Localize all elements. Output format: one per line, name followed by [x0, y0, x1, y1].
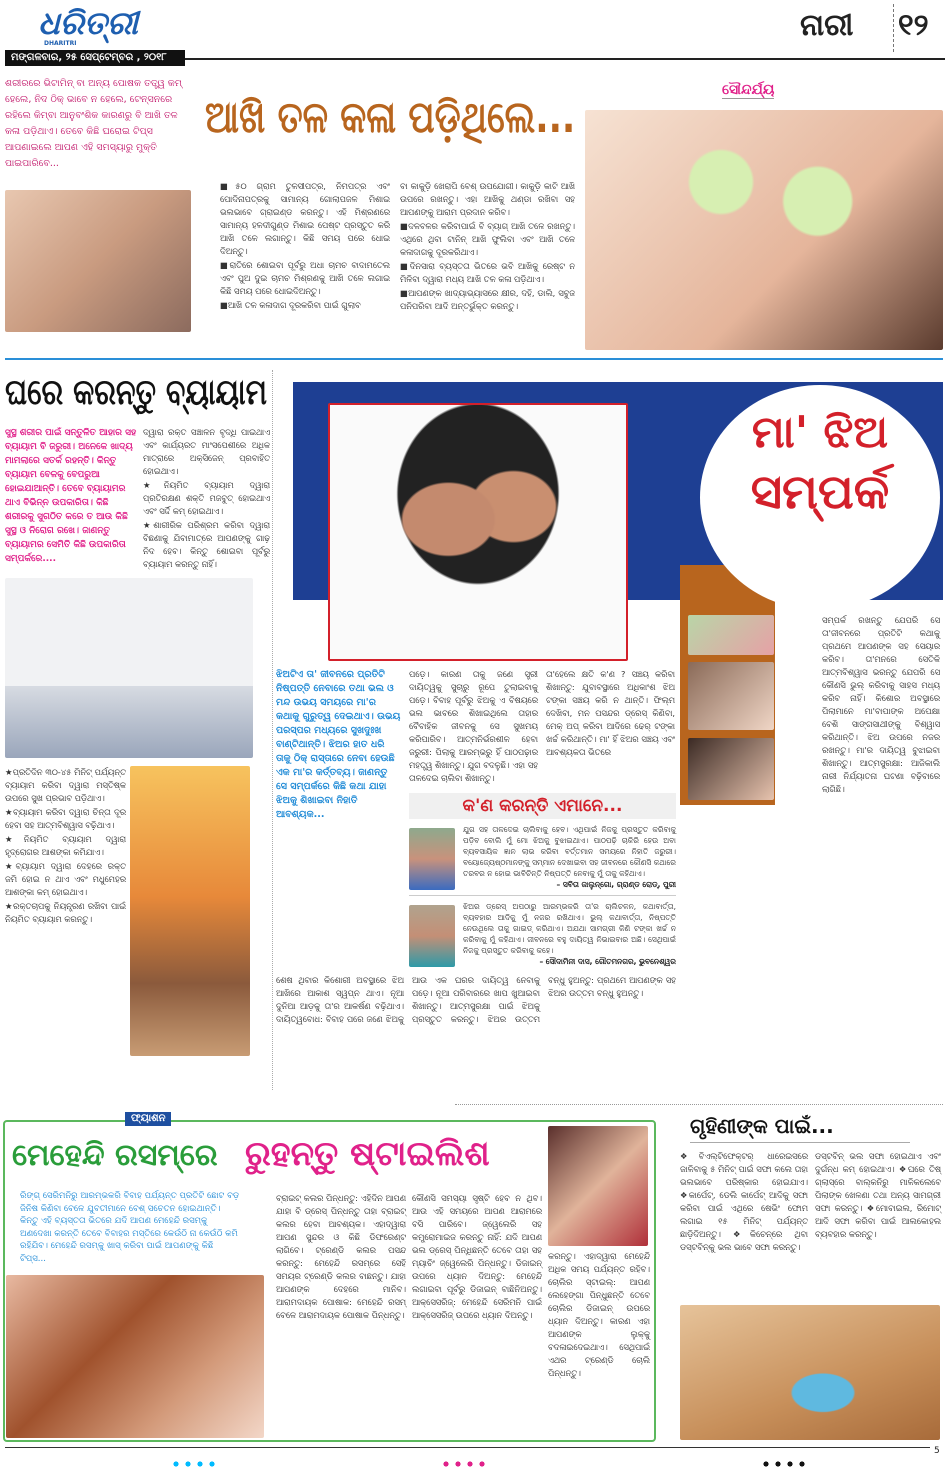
relationship-columns	[409, 668, 676, 785]
fashion-tag: ଫ୍ୟାଶନ	[125, 1112, 171, 1126]
yoga-photo	[5, 578, 253, 758]
color-mark	[440, 1460, 490, 1468]
page-number-odia: ୧୨	[898, 8, 929, 43]
box-title	[409, 793, 676, 819]
fashion-col-2: କୌଣସି ସମସ୍ୟା ସୃଷ୍ଟି ହେବ ନ ଥିବ। ଆଉ ଏହି ସମୟରେ ଆପଣ ଆରାମରେ ବସି ପାରିବେ। ଜ୍ୱେଲେରି ସହ କମ୍ପ୍ରୋମାଇଜ କରନ୍ତୁ ନାହିଁ: ଯଦି ଆପଣ ଭଲ ଡ୍ରେସ୍ ପିନ୍ଧିଛନ୍ତି ତେବେ ତାହା ସହ ମ୍ୟାଚିଂ ଜ୍ୱେଲେରି ପିନ୍ଧନ୍ତୁ। ଡିଜାଇନ୍ ଉପରେ ଧ୍ୟାନ ଦିଅନ୍ତୁ: ମେହେନ୍ଦି ଲଗାଇବା ପୂର୍ବରୁ ଡିଜାଇନ୍ ବାଛିନିଅନ୍ତୁ। ଆକ୍ସେସରିଜ୍: ମେହେନ୍ଦି ସେରିମନି ପାଇଁ ଆକ୍ସେସରିଜ୍ ଉପରେ ଧ୍ୟାନ ଦିଅନ୍ତୁ।	[412, 1193, 542, 1320]
avatar	[409, 905, 455, 967]
fashion-col-3: କରନ୍ତୁ। ଏହାଦ୍ୱାରା ମେହେନ୍ଦି ଅଧିକ ସମୟ ପର୍ଯ୍ୟନ୍ତ ରହିବ। ଚୋଲିର ସ୍ଟାଇଲ୍: ଆପଣ ଲେହେଙ୍ଗା ପିନ୍ଧୁଛନ୍ତି ତେବେ ଚୋଲିର ଡିଜାଇନ୍ ଉପରେ ଧ୍ୟାନ ଦିଅନ୍ତୁ। କାରଣ ଏହା ଆପଣଙ୍କ ଲୁକ୍‌କୁ ବଦଳାଇଦେଇଥାଏ। ସେଥିପାଇଁ ଏଥର ଟ୍ରେଣ୍ଡି ଚୋଲି ପିନ୍ଧନ୍ତୁ।	[548, 1251, 650, 1378]
exercise-headline: ଘରେ କରନ୍ତୁ ବ୍ୟାୟାମ	[5, 372, 267, 413]
tip: ■ଦିନସାରା ବ୍ୟସ୍ତତା ଭିତରେ ଭବି ଆଖିକୁ ରେଷ୍ଟ ନ ମିଳିବା ଦ୍ୱାରା ମଧ୍ୟ ଆଖି ତଳ କଳା ପଡ଼ିଥାଏ।	[400, 261, 575, 284]
tip: ■ଆପଣଙ୍କ ଖାଦ୍ୟାଭ୍ୟାସରେ କ୍ଷୀର, ଦହି, ଡାଲି, ସବୁଜ ପନିପରିବା ଆଦି ଅନ୍ତର୍ଭୁକ୍ତ କରନ୍ତୁ।	[400, 288, 575, 311]
box-title-text: କ'ଣ କରନ୍ତି ଏମାନେ...	[462, 796, 623, 816]
exercise-section	[5, 372, 270, 1056]
homemaker-headline: ଗୃହିଣୀଙ୍କ ପାଇଁ...	[690, 1114, 834, 1138]
fashion-intro: ରିଙ୍ଗ୍ ସେରିମନିରୁ ଆରମ୍ଭକରି ବିବାହ ପର୍ଯ୍ୟନ୍ତ ପ୍ରତିଟି ଛୋଟ ବଡ଼ ଜିନିଷ କିଣିବା ବେଳେ ଯୁବତୀମାନେ ବେଶ୍ ସଚେତନ ହୋଇଥାନ୍ତି। କିନ୍ତୁ ଏହି ବ୍ୟସ୍ତତା ଭିତରେ ଯଦି ଆପଣ ମେହେନ୍ଦି ରସମ୍‌କୁ ଅଣଦେଖା କରନ୍ତି ତେବେ ବିବାହର ମସ୍ତିରେ କେଉଁଠି ନା କେଉଁଠି କମି ରହିଯିବ। ମେହେନ୍ଦି ରସମ୍‌କୁ ଖାସ୍ କରିବା ପାଇଁ ଆପଣଙ୍କୁ କିଛି ଟିପ୍ସ...	[20, 1191, 240, 1264]
fashion-headline-green: ମେହେନ୍ଦି ରସମ୍‌ରେ	[12, 1138, 218, 1173]
relationship-intro: ଝିଅଟିଏ ତା' ଜୀବନରେ ପ୍ରତିଟି ନିଷ୍ପତ୍ତି ନେବାରେ ତଥା ଭଲ ଓ ମନ୍ଦ ଉଭୟ ସମୟରେ ମା'ର କଥାକୁ ଗୁରୁତ୍ୱ ଦେଇଥାଏ। ଉଭୟ ପରସ୍ପର ମଧ୍ୟରେ ସୁଖଦୁଃଖ ବାଣ୍ଟିଥାନ୍ତି। ଝିଅର ହାତ ଧରି ତାକୁ ଠିକ୍ ରାସ୍ତାରେ ନେବା ହେଉଛି ଏକ ମା'ର କର୍ତ୍ତବ୍ୟ। ଜାଣନ୍ତୁ ସେ ସମ୍ପର୍କରେ କିଛି କଥା ଯାହା ଝିଅକୁ ଶିଖାଇବା ନିହାତି ଆବଶ୍ୟକ...	[276, 669, 401, 820]
masthead	[0, 0, 945, 68]
relationship-right-col: ସମ୍ପର୍କ ରଖନ୍ତୁ ଯେପରି ସେ ତା'ଜୀବନରେ ପ୍ରତିଟି କଥାକୁ ପ୍ରଥମେ ଆପଣଙ୍କ ସହ ସେୟାର କରିବ। ତା'ମନରେ ସେତିକି ଆତ୍ମବିଶ୍ୱାସ ଭରନ୍ତୁ ଯେପରି ସେ କୌଣସି ଭୁଲ୍ କରିବାକୁ ସାହସ ମଧ୍ୟ କରିବ ନାହିଁ। କିଶୋର ଅବସ୍ଥାରେ ପିଲାମାନେ ମା'ବାପାଙ୍କ ଅପେକ୍ଷା ବେଶି ସାଙ୍ଗସାଥୀଙ୍କୁ ବିଶ୍ୱାସ କରିଥାନ୍ତି। ଝିଅ ଉପରେ ନଜର ରଖନ୍ତୁ। ମା'ର ଦାୟିତ୍ୱ ବୁଝାଇବା ଶିଖାନ୍ତୁ। ଆତ୍ମସୁରକ୍ଷା: ଆଜିକାଲି ନାରୀ ନିର୍ଯ୍ୟାତନା ଘଟଣା ବଢ଼ିବାରେ ଲାଗିଛି।	[822, 615, 940, 794]
quote-byline: – ସୌଦାମିନୀ ଦାସ, ଗୌତମନଗର, ଭୁବନେଶ୍ୱର	[539, 957, 676, 966]
exercise-col-1	[143, 426, 270, 572]
quote-text: ଯୁଗ ସହ ତାଳଦେଇ ଚାଲିବାକୁ ହେବ। ଏଥିପାଇଁ ନିଜକୁ ପ୍ରସ୍ତୁତ କରିବାକୁ ପଡ଼ିବ ବୋଲି ମୁଁ ମୋ ଝିଅକୁ ବୁଝାଇଥାଏ। ପାଠପଢ଼ି ଚାକିରି ହେଉ ଅବା ବ୍ୟବସାୟିକ ଜ୍ଞାନ ଲାଭ କରିବା ବର୍ତ୍ତମାନ ସମୟରେ ନିହାତି ଜରୁରୀ। ବୟୋଜ୍ୟେଷ୍ଠମାନଙ୍କୁ ସମ୍ମାନ ଦେଖାଇବା ସହ ଜୀବନରେ କୌଣସି କଥାରେ ତରବର ନ ହୋଇ ଭାବିଚିନ୍ତି ନିଷ୍ପତ୍ତି ନେବାକୁ ମୁଁ ତାକୁ କହିଥାଏ।	[463, 825, 676, 878]
relationship-top-row	[276, 668, 676, 968]
mother-child-photo-3	[688, 738, 774, 800]
logo: ଧରିତ୍ରୀ	[38, 4, 138, 42]
mop-photo	[680, 1305, 940, 1440]
fashion-headline-pink: ରୁହନ୍ତୁ ଷ୍ଟାଇଲିଶ	[245, 1134, 490, 1174]
quote-text: ଝିଅର ଡ୍ରେସ୍ ଅପଠାରୁ ଆରମ୍ଭକରି ତା'ର ଚାଲିଚଳନ, କଥାବାର୍ତ୍ତା, ବ୍ୟବହାର ଆଦିକୁ ମୁଁ ନଜର ରଖିଥାଏ। ଭୁଲ୍ କଥାବାର୍ତ୍ତା, ନିଷ୍ପତ୍ତି ନେଉଥିଲେ ତାକୁ ଗାଇଡ୍ କରିଥାଏ। ଅଯଥା ସାମଗ୍ରୀ କିଣି ଟଙ୍କା ଖର୍ଚ୍ଚ ନ କରିବାକୁ ମୁଁ କହିଥାଏ। ଜୀବନରେ ବହୁ ଦାୟିତ୍ୱ ନିଭାଇବାର ଅଛି। ସେଥିପାଇଁ ନିଜକୁ ପ୍ରସ୍ତୁତ କରିବାକୁ କହେ।	[463, 902, 676, 955]
eye-mask-photo	[5, 190, 191, 332]
mother-daughter-photo	[328, 403, 628, 661]
tip: ■ଦଳବଳର କରିବାପାଇଁ ବି ବ୍ୟାଗ୍ ଆଖି ତଳେ ରଖନ୍ତୁ। ଏଥିରେ ଥିବା ଟାନିନ୍ ଆଖି ଫୁଲିବା ଏବଂ ଆଖି ତଳେ କଳାଦାଗକୁ ଦୂରକରିଥାଏ।	[400, 221, 575, 257]
relationship-col-1: ପଡ଼େ। କାରଣ ତାକୁ ଜଣେ ସ୍ତ୍ରୀ ଦାୟିତ୍ୱକୁ ସୁଚାରୁ ରୂପେ ତୁଲାଇବାକୁ ପଡ଼େ। ବିବାହ ପୂର୍ବରୁ ଝିଅକୁ ଏ ବିଷୟରେ ଭଲ ଭାବରେ ଶିଖାଇଥିଲେ ତାହାର ବୈବାହିକ ଜୀବନକୁ ସେ ସୁଖମୟ କରିପାରିବ। ଆତ୍ମନିର୍ଭରଶୀଳ ହେବା ଜରୁରୀ: ପିଲାକୁ ଆରମ୍ଭରୁ ହିଁ ପାଠପଢ଼ାର ମହତ୍ତ୍ୱ ଶିଖାନ୍ତୁ। ଯୁଗ ବଦଳୁଛି। ଏହା ସହ ତାଳଦେଇ ଚାଲିବା ଶିଖାନ୍ତୁ।	[409, 669, 538, 783]
homemaker-col-2: ଡସ୍ଟବିନ୍ ଭଲ ସଫା ହୋଇଥାଏ ଏବଂ ଦୁର୍ଗନ୍ଧ କମ୍ ହୋଇଥାଏ। ❖ଘରେ ତିଷ୍ ଗ୍ଲାସ୍‌ରେ ବାଲ୍‌କନିରୁ ମାଳିକଲେବେ ପିଲାଙ୍କ ଖେଳଣା ତଥା ଅନ୍ୟ ସାମଗ୍ରୀ ସଫା କରନ୍ତୁ। ❖ମୋବାଇଲ, ରିମୋଟ୍ ଆଦି ସଫା କରିବା ପାଇଁ ଆଲକୋହଲ ବ୍ୟବହାର କରନ୍ତୁ।	[815, 1151, 941, 1239]
mother-child-photo-2	[688, 662, 774, 730]
divider	[893, 4, 894, 52]
homemaker-header	[690, 1114, 910, 1143]
section-divider	[5, 358, 943, 360]
mother-child-photo-1	[688, 615, 774, 655]
point: ★ନିୟମିତ ବ୍ୟାୟାମ ଦ୍ୱାରା ହୃଦ୍‌ରୋଗର ଆଶଙ୍କା କମିଯାଏ।	[5, 834, 126, 857]
point: ★ପ୍ରତିଦିନ ୩୦-୪୫ ମିନିଟ୍ ପର୍ଯ୍ୟନ୍ତ ବ୍ୟାୟାମ କରିବା ଦ୍ୱାରା ମସ୍ତିଷ୍କ ଉପରେ ସୁଖ ପ୍ରଭାବ ପଡ଼ିଥାଏ।	[5, 767, 126, 803]
cucumber-face-photo	[585, 110, 943, 350]
exercise-bottom-row	[5, 766, 270, 1056]
print-marks	[0, 1458, 920, 1470]
fashion-col-1: ବ୍ରାଇଟ୍ କଲର ପିନ୍ଧନ୍ତୁ: ଏହିଦିନ ଆପଣ ଯାହା ବି ଡ୍ରେସ୍ ପିନ୍ଧନ୍ତୁ ତାହା ବ୍ରାଇଟ୍ କଲର ହେବା ଆବଶ୍ୟକ। ଏହାଦ୍ୱାରା ଆପଣ ସୁନ୍ଦର ଓ କିଛି ଡିଫରେଣ୍ଟ ଲାଗିବେ। ଟ୍ରେଣ୍ଡି କଲର ପସନ୍ଦ କରନ୍ତୁ: ମେହେନ୍ଦି ରସମ୍‌ରେ ସେହି ସମୟର ଟ୍ରେଣ୍ଡି କଲର ବାଛନ୍ତୁ। ଯାହା ଆପଣଙ୍କ ଦେହରେ ମାନିବ। ଆରାମଦାୟକ ପୋଷାକ: ମେହେନ୍ଦି ରସମ୍ ବେଳେ ଆରାମଦାୟକ ପୋଷାକ ପିନ୍ଧନ୍ତୁ।	[276, 1193, 406, 1320]
color-mark	[760, 1460, 810, 1468]
quote-1	[409, 824, 676, 896]
headline-badge	[700, 385, 940, 610]
logo-english: DHARITRI	[44, 40, 77, 47]
rule	[185, 58, 945, 60]
tip: ■୫୦ ଗ୍ରାମ ତୁଳସୀପତ୍ର, ନିମପତ୍ର ଏବଂ ପୋଦିନାପତ୍ରକୁ ସାମାନ୍ୟ ଗୋଲାପଜଳ ମିଶାଇ ଭଲଭାବେ ଗ୍ରାଇଣ୍ଡ କରନ୍ତୁ। ଏହି ମିଶ୍ରଣରେ ସାମାନ୍ୟ ହଳଦୀଗୁଣ୍ଡ ମିଶାଇ ପେଷ୍ଟ ପ୍ରସ୍ତୁତ କରି ଆଖି ତଳେ ଲଗାନ୍ତୁ। କିଛି ସମୟ ପରେ ଧୋଇ ଦିଅନ୍ତୁ।	[220, 181, 390, 256]
bride-photo	[548, 1126, 648, 1246]
avatar	[409, 828, 455, 890]
beauty-tag: ସୌନ୍ଦର୍ଯ୍ୟ	[722, 82, 775, 98]
color-mark	[170, 1460, 220, 1468]
beauty-col-2	[400, 180, 575, 314]
section-divider	[455, 1104, 943, 1105]
point: ★ନିୟମିତ ବ୍ୟାୟାମ ଦ୍ୱାରା ପ୍ରତିରକ୍ଷଣ ଶକ୍ତି ମଜବୁତ୍ ହୋଇଥାଏ ଏବଂ ସର୍ଦ୍ଦି କମ୍ ହୋଇଥାଏ।	[143, 480, 270, 516]
relationship-body	[276, 668, 676, 1026]
relationship-bottom-text: ଶେଷ ଥିବାର କିଶୋରୀ ଅବସ୍ଥାରେ ଝିଅ ଆଖିରେ ଆକାଶ ସ୍ୱପ୍ନ ଥାଏ। ନୂଆ ଦୁନିଆ ଆଡ଼କୁ ତା'ର ଆକର୍ଷଣ ବଢ଼ିଥାଏ। ଦାୟିତ୍ୱବୋଧ: ବିବାହ ପରେ ଜଣେ ଝିଅକୁ ଆଉ ଏକ ଘରର ଦାୟିତ୍ୱ ନେବାକୁ ପଡ଼େ। ନୂଆ ପରିବାରରେ ଖାପ ଖୁଆଇବା ଶିଖାନ୍ତୁ। ଆତ୍ମସୁରକ୍ଷା ପାଇଁ ଝିଅକୁ ପ୍ରସ୍ତୁତ କରନ୍ତୁ। ଝିଅର ଉତ୍ତମ ବନ୍ଧୁ ହୁଅନ୍ତୁ: ପ୍ରଥମେ ଆପଣଙ୍କ ସହ ଝିଅର ଉତ୍ତମ ବନ୍ଧୁ ହୁଅନ୍ତୁ।	[276, 975, 676, 1024]
quote-2	[409, 901, 676, 968]
tip: ■ରାତିରେ ଶୋଇବା ପୂର୍ବରୁ ଅଧା ଚାମଚ ବାଦାମତେଲ ଏବଂ ପୁଅ ଦୁଇ ଚାମଚ ମିଶ୍ରଣକୁ ଆଖି ତଳେ ଲଗାଇ କିଛି ସମୟ ପରେ ଧୋଇଦିଅନ୍ତୁ।	[220, 260, 390, 296]
relationship-right-block	[409, 668, 676, 968]
quote-byline: – ସବିତା ଜାଲୁନ୍‌ଗୋ, ଗ୍ରାଣ୍ଡ ରୋଡ୍, ପୁରୀ	[556, 880, 676, 889]
beauty-headline: ଆଖି ତଳ କଳା ପଡ଼ିଥିଲେ...	[205, 92, 576, 143]
tip: ବା କାକୁଡ଼ି ଖେରାପି ବେଶ୍ ଉପଯୋଗୀ। କାକୁଡ଼ି କାଟି ଆଖି ଉପରେ ରଖନ୍ତୁ। ଏହା ଆଖିକୁ ଥଣ୍ଡା ରଖିବା ସହ ଆପଣଙ୍କୁ ଆରାମ ପ୍ରଦାନ କରିବ।	[400, 181, 575, 217]
date-box: ମଙ୍ଗଳବାର, ୨୫ ସେପ୍ଟେମ୍ବର , ୨୦୧୮	[5, 50, 185, 66]
section-name: ନାରୀ	[800, 8, 854, 43]
beauty-col-1	[220, 180, 390, 313]
column-divider	[272, 370, 273, 1090]
page-number: 5	[934, 1446, 940, 1456]
point: ★ବ୍ୟାୟାମ ଦ୍ୱାରା ଦେହରେ ରକ୍ତ ଜମି ହୋଇ ନ ଥାଏ ଏବଂ ମଧୁମେହର ଆଶଙ୍କା କମ୍ ହୋଇଥାଏ।	[5, 861, 126, 897]
point: ଦ୍ୱାରା ରକ୍ତ ସଞ୍ଚାଳନ ବୃଦ୍ଧି ପାଇଥାଏ ଏବଂ କାର୍ଯ୍ୟରତ ମାଂସପେଶୀରେ ଅଧିକ ମାତ୍ରାରେ ଅକ୍ସିଜେନ୍ ପ୍ରବାହିତ ହୋଇଥାଏ।	[143, 427, 270, 476]
beauty-intro: ଶରୀରରେ ଭିଟାମିନ୍ ବା ଅନ୍ୟ ପୋଷକ ତତ୍ତ୍ୱ କମ୍ ହେଲେ, ନିଦ ଠିକ୍ ଭାବେ ନ ହେଲେ, ଟେନ୍ସନରେ ରହିଲେ କିମ୍ବା ଆନୁବଂଶିକ କାରଣରୁ ବି ଆଖି ତଳ କଳା ପଡ଼ିଥାଏ। ତେବେ କିଛି ଘରୋଇ ଟିପ୍ସ ଆପଣାଇଲେ ଆପଣ ଏହି ସମସ୍ୟାରୁ ମୁକ୍ତି ପାଇପାରିବେ...	[5, 78, 182, 169]
footer-rule	[5, 1447, 930, 1448]
exercise-col-2	[5, 766, 126, 927]
tip: ■ଆଖି ତଳ କଳାଦାଗ ଦୂରକରିବା ପାଇଁ ଗୁଲାବ	[220, 300, 361, 310]
homemaker-col-1: ❖ବିଏଲ୍‌ଟିଫେକ୍ଟର୍ ଧାରେଇସରେ ଜାଳିବାକୁ ୫ ମିନିଟ୍ ପାଇଁ ସଫା କଲେ ତାହା ଭଲଭାବେ ପରିଷ୍କାର ହୋଇଯାଏ। ❖କାର୍ପେଟ୍, ଡେଲି କାର୍ପେଟ୍ ଆଦିକୁ ସଫା କରିବା ପାଇଁ ଏଥିରେ ଷେଭିଂ ଫୋମ ଲଗାଇ ୧୫ ମିନିଟ୍ ପର୍ଯ୍ୟନ୍ତ ଛାଡ଼ିଦିଅନ୍ତୁ। ❖କିଚେନ୍‌ରେ ଥିବା ଡସ୍ଟବିନ୍‌କୁ ଭଲ ଭାବେ ସଫା କରନ୍ତୁ।	[680, 1151, 808, 1252]
relationship-headline-1: ମା' ଝିଅ	[751, 407, 889, 458]
point: ★ବ୍ୟାୟାମ କରିବା ଦ୍ୱାରା ଚିନ୍ତା ଦୂର ହେବା ସହ ଆତ୍ମବିଶ୍ୱାସ ବଢ଼ିଥାଏ।	[5, 807, 126, 830]
henna-hands-photo	[6, 1275, 264, 1438]
point: ★ଶାରୀରିକ ପରିଶ୍ରମ କରିବା ଦ୍ୱାରା ବିଛଣାକୁ ଯିବାମାତ୍ରେ ଆପଣଙ୍କୁ ଗାଢ଼ ନିଦ ହେବ। କିନ୍ତୁ ଶୋଇବା ପୂର୍ବରୁ ବ୍ୟାୟାମ କରନ୍ତୁ ନାହିଁ।	[143, 520, 270, 569]
beach-stretch-photo	[130, 766, 250, 1056]
exercise-top-row	[5, 426, 270, 572]
point: ★ରକ୍ତଚାପକୁ ନିୟନ୍ତ୍ରଣ ରଖିବା ପାଇଁ ନିୟମିତ ବ୍ୟାୟାମ କରନ୍ତୁ।	[5, 901, 126, 924]
relationship-headline-2: ସମ୍ପର୍କ	[750, 464, 890, 520]
relationship-col-2: ତା'ହେଲେ କ୍ଷତି କ'ଣ ? ସଞ୍ଚୟ କରିବା ଶିଖାନ୍ତୁ: ଯୁବାବସ୍ଥାରେ ଅଧିକାଂଶ ଝିଅ ଟଙ୍କା ସଞ୍ଚୟ କରି ନ ଥାନ୍ତି। ଫିଲ୍ମ ଦେଖିବା, ମନ ପସନ୍ଦର ଡ୍ରେସ୍ କିଣିବା, ମେକ୍ ଅପ୍ କରିବା ଆଦିରେ ଢେର୍ ଟଙ୍କା ଖର୍ଚ୍ଚ କରିଥାନ୍ତି। ମା' ହିଁ ଝିଅର ସଞ୍ଚୟ ଏବଂ ଆବଶ୍ୟକତା ଭିତରେ	[546, 669, 675, 757]
exercise-intro: ସୁସ୍ଥ ଶରୀର ପାଇଁ ସନ୍ତୁଳିତ ଆହାର ସହ ବ୍ୟାୟାମ ବି ଜରୁରୀ। ଅନେକେ ଖାଦ୍ୟ ମାମଲାରେ ସତର୍କ ରହନ୍ତି। କିନ୍ତୁ ବ୍ୟାୟାମ ବେଳକୁ ବେପରୁଆ ହୋଇଯାଆନ୍ତି। ତେବେ ବ୍ୟାୟାମର ଥାଏ ବିଭିନ୍ନ ଉପକାରିତା। କିଛି ଶରୀରକୁ ସୁଗଠିତ କରେ ତ ଆଉ କିଛି ସୁସ୍ଥ ଓ ନିରୋଗ ରଖେ। ଜାଣନ୍ତୁ ବ୍ୟାୟାମର ସେମିତି କିଛି ଉପକାରିତା ସମ୍ପର୍କରେ....	[5, 428, 137, 564]
